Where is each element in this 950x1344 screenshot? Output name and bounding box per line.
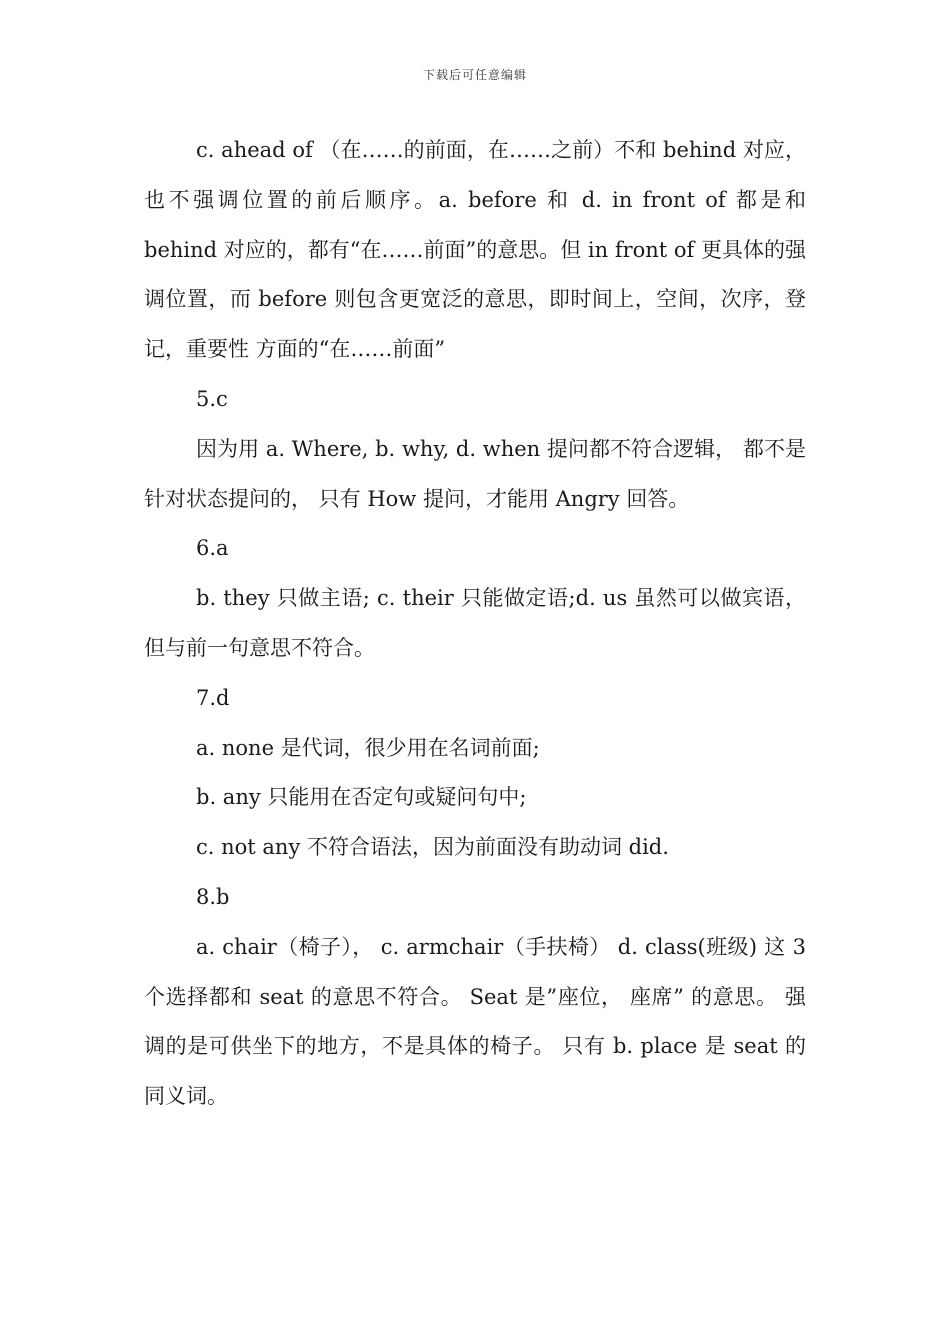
answer-number-6: 6.a (196, 536, 229, 561)
document-body (144, 126, 806, 1122)
paragraph-explanation-7a: a. none 是代词，很少用在名词前面; (196, 735, 540, 760)
paragraph-explanation-7c: c. not any 不符合语法，因为前面没有助动词 did. (196, 835, 669, 860)
page-header: 下载后可任意编辑 (422, 68, 527, 82)
paragraph-explanation-6: b. they 只做主语; c. their 只能做定语;d. us 虽然可以做宾语，但与前一句意思不符合。 (144, 586, 806, 660)
answer-number-7: 7.d (196, 685, 230, 710)
paragraph-explanation-8: a. chair（椅子）， c. armchair（手扶椅） d. class(班级) 这 3 个选择都和 seat 的意思不符合。 Seat 是”座位， 座席” 的意思。 强调的是可供坐下的地方，不是具体的椅子。 只有 b. place 是 seat 的同义词。 (144, 934, 806, 1109)
paragraph-explanation-7b: b. any 只能用在否定句或疑问句中; (196, 785, 527, 810)
answer-number-5: 5.c (196, 386, 228, 411)
paragraph-explanation-5: 因为用 a. Where, b. why, d. when 提问都不符合逻辑， 都不是针对状态提问的， 只有 How 提问，才能用 Angry 回答。 (144, 436, 806, 511)
paragraph-explanation-4: c. ahead of （在……的前面，在……之前）不和 behind 对应，也不强调位置的前后顺序。a. before 和 d. in front of 都是和 behind 对应的，都有“在……前面”的意思。但 in front of 更具体的强调位置，而 before 则包含更宽泛的意思，即时间上，空间，次序，登记，重要性 方面的“在……前面” (144, 138, 807, 362)
answer-number-8: 8.b (196, 884, 230, 909)
